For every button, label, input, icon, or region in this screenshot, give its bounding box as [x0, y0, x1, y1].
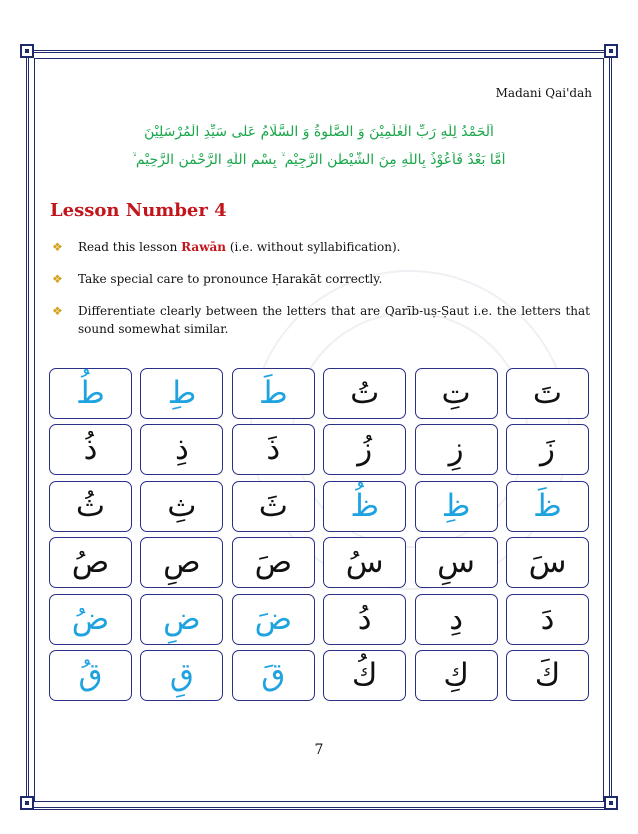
- letter-cell: قَ: [232, 650, 315, 701]
- diamond-bullet-icon: ❖: [52, 272, 63, 286]
- letter-cell: دُ: [323, 594, 406, 645]
- letter-cell: طِ: [140, 368, 223, 419]
- letter-cell: تُ: [323, 368, 406, 419]
- bullet-1-text-end: (i.e. without syllabification).: [226, 240, 401, 254]
- letter-cell: صُ: [49, 537, 132, 588]
- letter-cell: صَ: [232, 537, 315, 588]
- letter-cell: ضِ: [140, 594, 223, 645]
- corner-ornament-bottom-right: [604, 796, 618, 810]
- rawan-highlight: Rawān: [181, 240, 227, 254]
- letter-cell: قِ: [140, 650, 223, 701]
- letter-cell: صِ: [140, 537, 223, 588]
- letter-cell: ظُ: [323, 481, 406, 532]
- letter-cell: زَ: [506, 424, 589, 475]
- lesson-title: Lesson Number 4: [50, 200, 227, 221]
- letter-cell: زُ: [323, 424, 406, 475]
- letter-cell: كَ: [506, 650, 589, 701]
- corner-ornament-top-right: [604, 44, 618, 58]
- book-title-header: Madani Qai'dah: [495, 86, 592, 100]
- letter-cell: ثُ: [49, 481, 132, 532]
- letter-cell: ذُ: [49, 424, 132, 475]
- letter-cell: كُ: [323, 650, 406, 701]
- diamond-bullet-icon: ❖: [52, 304, 63, 318]
- letter-cell: طَ: [232, 368, 315, 419]
- corner-ornament-top-left: [20, 44, 34, 58]
- letter-cell: تَ: [506, 368, 589, 419]
- corner-ornament-bottom-left: [20, 796, 34, 810]
- letter-cell: ثِ: [140, 481, 223, 532]
- arabic-opening-line-2: اَمَّا بَعْدُ فَاَعُوْذُ بِاللّٰهِ مِنَ الشَّيْطٰنِ الرَّجِيْمِ ۙ بِسْمِ اللّٰهِ الرَّحْمٰنِ الرَّحِيْمِ ۙ: [132, 152, 506, 168]
- letter-grid: [49, 368, 589, 696]
- letter-cell: طُ: [49, 368, 132, 419]
- letter-cell: دِ: [415, 594, 498, 645]
- letter-cell: سَ: [506, 537, 589, 588]
- letter-cell: قُ: [49, 650, 132, 701]
- bullet-2-text: Take special care to pronounce Ḥarakāt correctly.: [78, 272, 383, 286]
- arabic-opening-line-1: اَلْحَمْدُ لِلّٰهِ رَبِّ الْعٰلَمِيْنَ وَ الصَّلٰوةُ وَ السَّلَامُ عَلٰى سَيِّدِ الْمُرْسَلِيْنَ: [144, 124, 494, 140]
- letter-cell: ذَ: [232, 424, 315, 475]
- letter-cell: ذِ: [140, 424, 223, 475]
- letter-cell: ضُ: [49, 594, 132, 645]
- letter-cell: دَ: [506, 594, 589, 645]
- letter-cell: ظَ: [506, 481, 589, 532]
- letter-cell: زِ: [415, 424, 498, 475]
- letter-cell: تِ: [415, 368, 498, 419]
- bullet-1-text-start: Read this lesson: [78, 240, 182, 254]
- bullet-3-text: Differentiate clearly between the letters that are Qarīb-uṣ-Ṣaut i.e. the letters that sound somewhat similar.: [78, 304, 590, 336]
- letter-cell: ظِ: [415, 481, 498, 532]
- diamond-bullet-icon: ❖: [52, 240, 63, 254]
- letter-cell: سِ: [415, 537, 498, 588]
- page-number: 7: [314, 742, 324, 758]
- letter-cell: ضَ: [232, 594, 315, 645]
- letter-cell: ثَ: [232, 481, 315, 532]
- letter-cell: كِ: [415, 650, 498, 701]
- letter-cell: سُ: [323, 537, 406, 588]
